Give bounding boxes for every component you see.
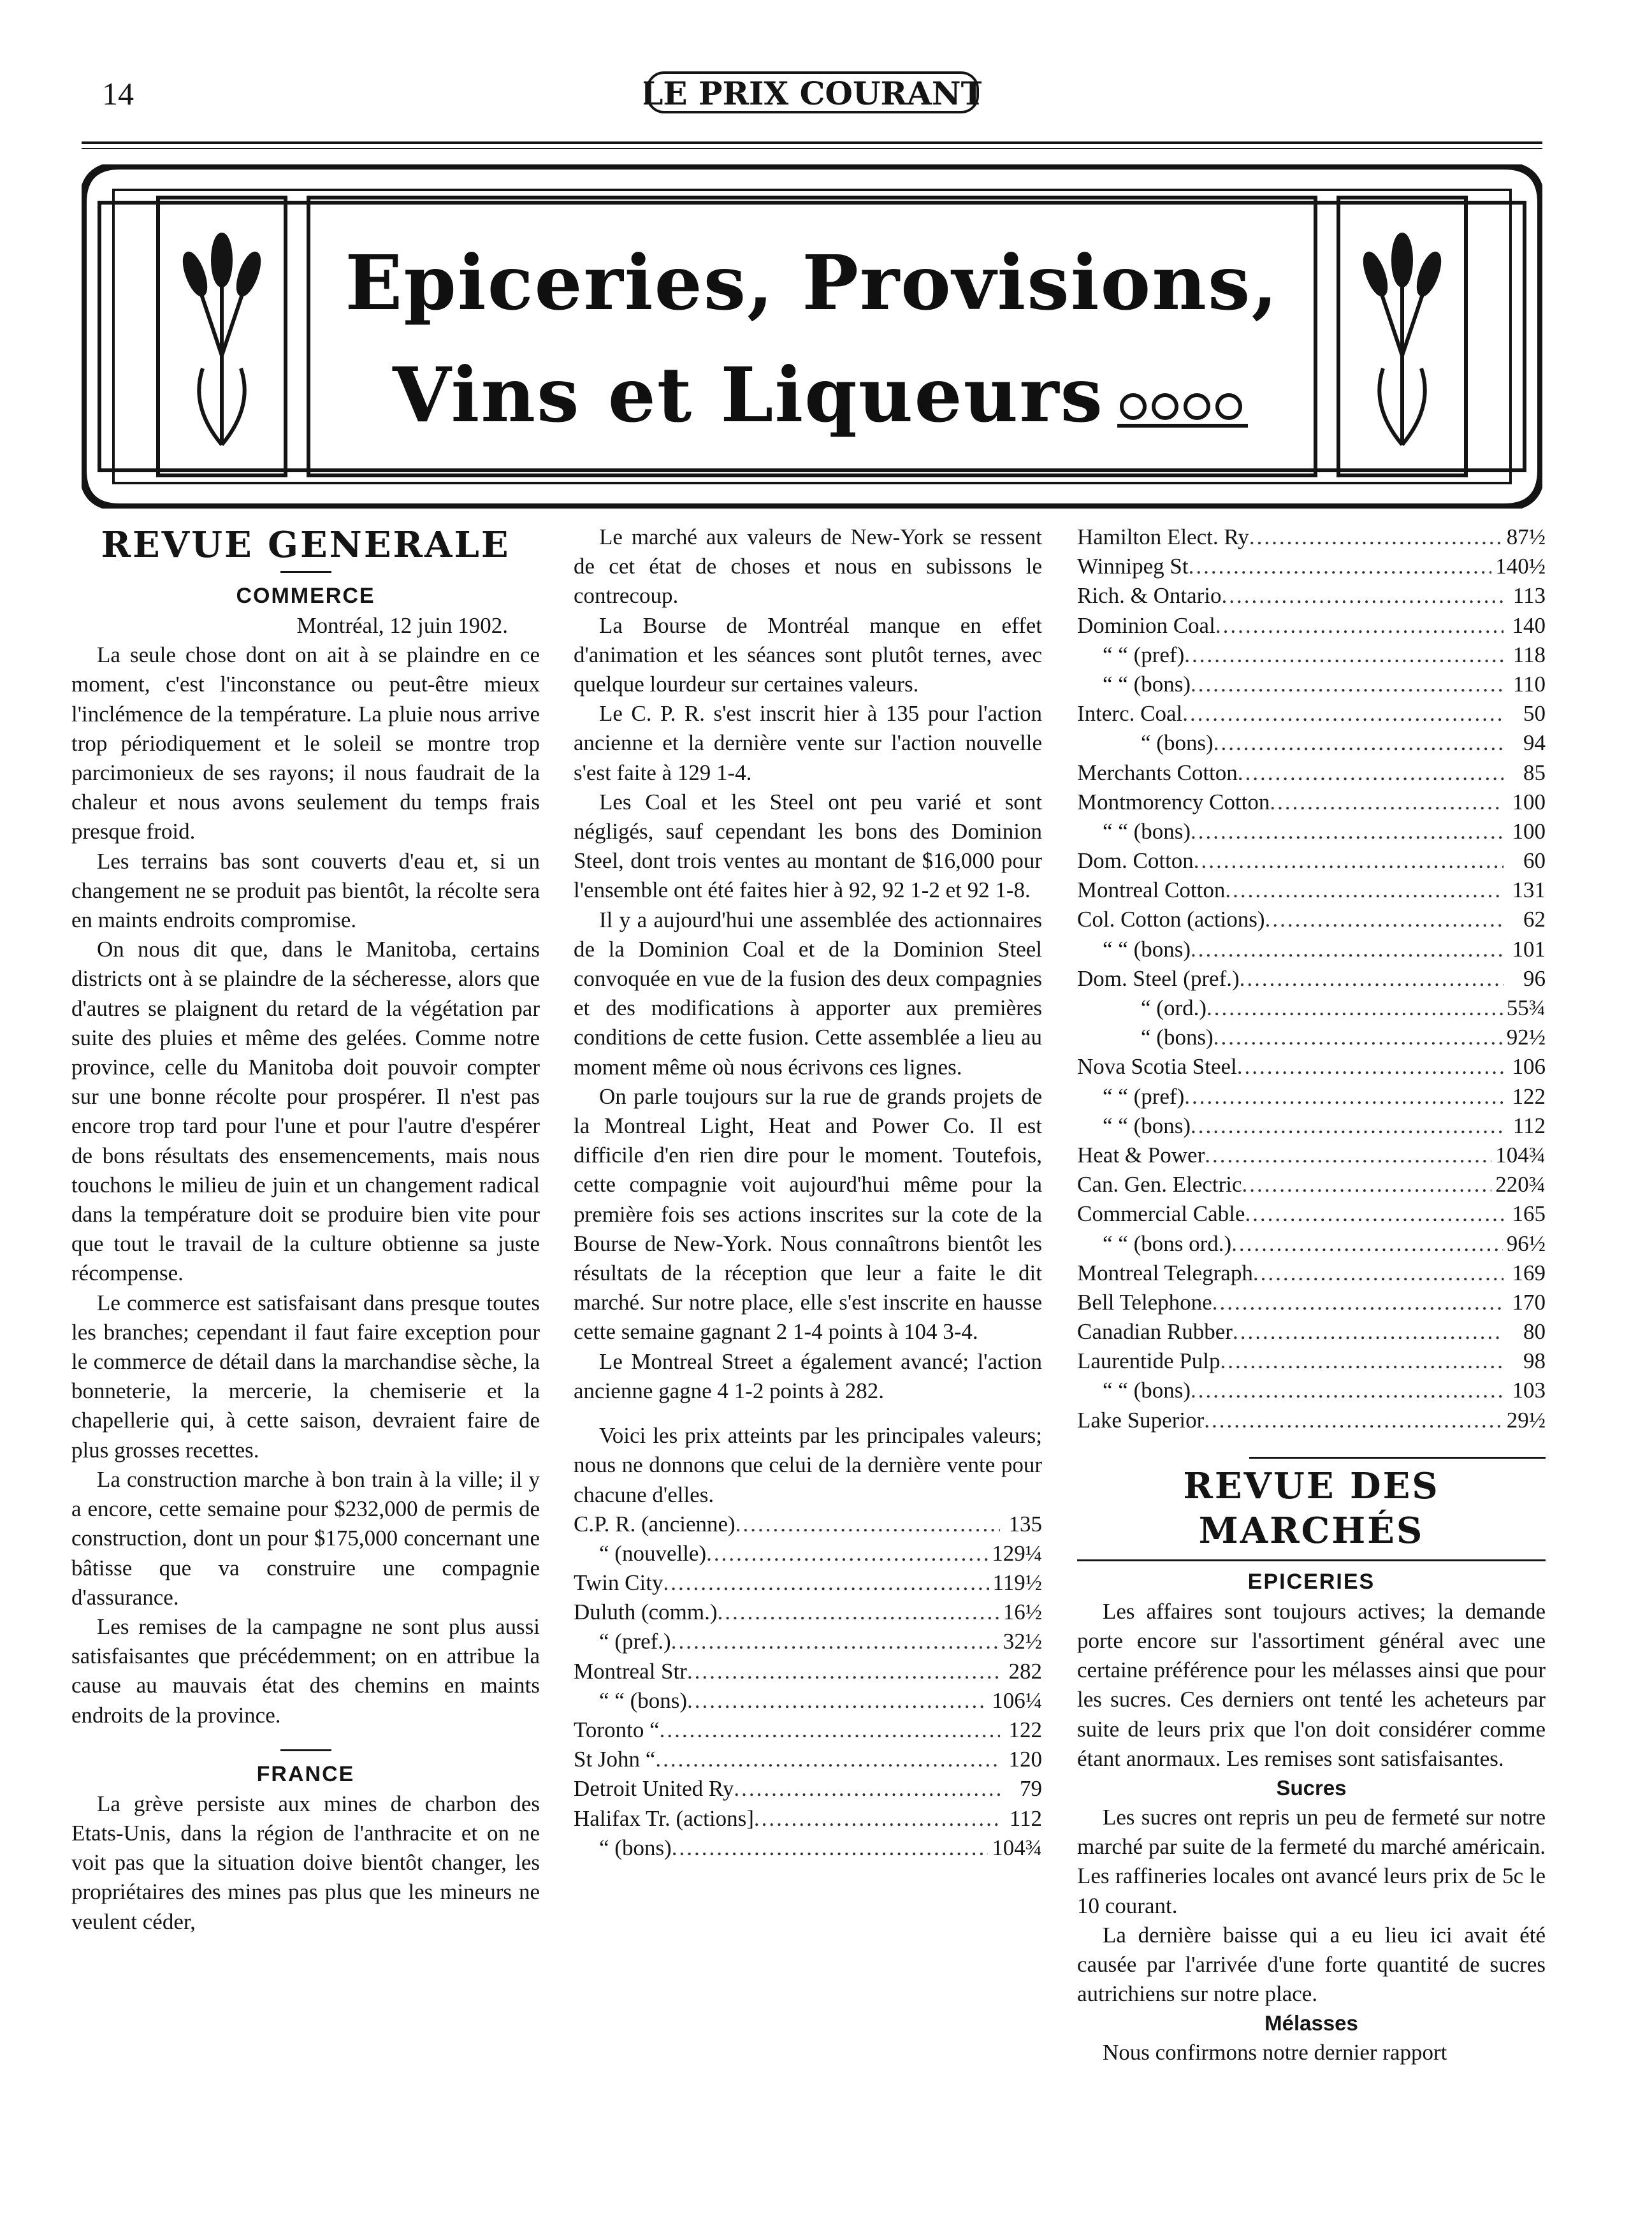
security-name: C.P. R. (ancienne): [574, 1511, 735, 1536]
leader-dots: [1222, 581, 1504, 611]
header-rule: [82, 141, 1542, 144]
leader-dots: [1205, 1141, 1491, 1170]
leader-dots: [1245, 1199, 1503, 1229]
leader-dots: [1215, 611, 1503, 640]
paragraph: Les affaires sont toujours actives; la demande porte encore sur l'assortiment général avec une certaine préférence pour les mélasses ainsi que pour les sucres. Ces derniers ont tenté les acheteurs par suite de leurs prix que l'on doit considérer comme étant anormaux. Les remises sont satisfaisantes.: [1077, 1598, 1546, 1771]
leader-dots: [1191, 1111, 1503, 1141]
leader-dots: [687, 1686, 988, 1716]
price-row: [1077, 1023, 1546, 1052]
price-value: 220¾: [1495, 1172, 1546, 1197]
security-name: Dom. Steel (pref.): [1077, 965, 1240, 991]
price-value: 16½: [1003, 1600, 1042, 1625]
paragraph: Les Coal et les Steel ont peu varié et sont négligés, sauf cependant les bons des Dominion Steel, dont trois ventes au montant de $16,000 pour l'ensemble ont été faites hier à 92, 92 1-2 et 92 1-8.: [574, 789, 1042, 903]
price-value: 94: [1523, 730, 1546, 756]
security-name: “ “ (bons ord.): [1103, 1231, 1232, 1256]
leader-dots: [1265, 905, 1503, 934]
price-row: [574, 1539, 1042, 1568]
paragraph: La Bourse de Montréal manque en effet d'animation et les séances sont plutôt ternes, avec quelque lourdeur sur certaines valeurs.: [574, 612, 1042, 697]
wheat-icon-right: [1361, 235, 1444, 445]
price-value: 80: [1523, 1319, 1546, 1345]
price-value: 62: [1523, 907, 1546, 932]
price-value: 50: [1523, 701, 1546, 726]
security-name: Nova Scotia Steel: [1077, 1054, 1237, 1080]
price-row: [1077, 817, 1546, 846]
leader-dots: [1240, 964, 1503, 994]
price-row: [1077, 1376, 1546, 1405]
section-banner: [82, 164, 1542, 509]
leader-dots: [1191, 817, 1503, 846]
price-value: 32½: [1003, 1629, 1042, 1654]
security-name: Dominion Coal: [1077, 612, 1215, 638]
price-value: 169: [1512, 1260, 1546, 1285]
price-row: [574, 1627, 1042, 1656]
security-name: Twin City: [574, 1570, 663, 1596]
banner-title-line1: Epiceries, Provisions,: [345, 238, 1279, 327]
security-name: St John “: [574, 1747, 656, 1772]
price-row: [1077, 611, 1546, 640]
leader-dots: [1204, 1406, 1503, 1435]
paragraph: La grève persiste aux mines de charbon des Etats-Unis, dans la région de l'anthracite et on ne voit pas que la situation doive bientôt changer, les propriétaires des mines pas plus que les mineurs ne veulent céder,: [71, 1791, 540, 1934]
security-name: “ (bons): [1141, 1025, 1214, 1050]
security-name: Merchants Cotton: [1077, 760, 1238, 785]
security-name: Winnipeg St: [1077, 554, 1189, 579]
price-row: [1077, 640, 1546, 670]
price-value: 103: [1512, 1378, 1546, 1403]
security-name: “ “ (bons): [1103, 936, 1191, 962]
price-row: [1077, 964, 1546, 994]
price-value: 120: [1008, 1747, 1042, 1772]
price-row: [1077, 728, 1546, 758]
security-name: Lake Superior: [1077, 1407, 1205, 1433]
paragraph: Les remises de la campagne ne sont plus aussi satisfaisantes que précédemment; on en attribue la cause au mauvais état des chemins en maints endroits de la province.: [71, 1614, 540, 1728]
leader-dots: [671, 1627, 999, 1656]
leader-dots: [1212, 1288, 1503, 1317]
price-value: 122: [1008, 1717, 1042, 1743]
section-rule: [280, 1749, 331, 1751]
security-name: “ “ (bons): [1103, 1378, 1191, 1403]
security-name: Canadian Rubber: [1077, 1319, 1233, 1345]
price-row: [1077, 935, 1546, 964]
section-rule: [1077, 1559, 1546, 1561]
price-row: [1077, 699, 1546, 728]
price-row: [1077, 1288, 1546, 1317]
leader-dots: [1184, 640, 1503, 670]
security-name: Duluth (comm.): [574, 1600, 718, 1625]
security-name: Toronto “: [574, 1717, 660, 1743]
epiceries-heading: EPICERIES: [1247, 1569, 1375, 1594]
security-name: Col. Cotton (actions): [1077, 907, 1265, 932]
security-name: “ “ (bons): [1103, 671, 1191, 697]
price-row: [574, 1510, 1042, 1539]
leader-dots: [1249, 523, 1503, 552]
leader-dots: [655, 1745, 1000, 1774]
price-value: 140½: [1495, 554, 1546, 579]
price-list-1: [574, 1510, 1042, 1863]
security-name: “ (nouvelle): [599, 1540, 707, 1566]
price-value: 29½: [1506, 1407, 1546, 1433]
price-value: 60: [1523, 848, 1546, 874]
price-value: 100: [1512, 789, 1546, 814]
security-name: Montreal Cotton: [1077, 878, 1226, 903]
price-row: [1077, 758, 1546, 788]
price-row: [1077, 581, 1546, 611]
price-row: [574, 1804, 1042, 1833]
leader-dots: [1214, 728, 1503, 758]
security-name: “ (bons): [1141, 730, 1214, 756]
price-row: [1077, 1111, 1546, 1141]
security-name: Laurentide Pulp: [1077, 1348, 1221, 1374]
price-value: 135: [1008, 1511, 1042, 1536]
price-row: [574, 1568, 1042, 1598]
security-name: “ “ (bons): [599, 1687, 688, 1713]
sucres-heading: Sucres: [1276, 1776, 1347, 1800]
price-value: 129¼: [992, 1540, 1042, 1566]
price-row: [1077, 1199, 1546, 1229]
security-name: Dom. Cotton: [1077, 848, 1194, 874]
leader-dots: [1214, 1023, 1503, 1052]
price-row: [1077, 1406, 1546, 1435]
leader-dots: [1225, 876, 1503, 905]
column-2: [574, 523, 1042, 1863]
security-name: Hamilton Elect. Ry: [1077, 524, 1249, 549]
prices-intro: Voici les prix atteints par les principales valeurs; nous ne donnons que celui de la dernière vente pour chacune d'elles.: [574, 1423, 1042, 1507]
price-value: 104¾: [992, 1835, 1042, 1860]
price-row: [1077, 552, 1546, 581]
paragraph: Nous confirmons notre dernier rapport: [1103, 2040, 1447, 2065]
paragraph: Le C. P. R. s'est inscrit hier à 135 pour l'action ancienne et la dernière vente sur l'action nouvelle s'est faite à 129 1-4.: [574, 701, 1042, 785]
security-name: Montreal Telegraph: [1077, 1260, 1253, 1285]
melasses-heading: Mélasses: [1264, 2011, 1358, 2035]
leader-dots: [1253, 1259, 1503, 1288]
paragraph: Il y a aujourd'hui une assemblée des actionnaires de la Dominion Coal et de la Dominion Steel convoquée en vue de la fusion des deux compagnies et des modifications à apporter aux premières conditions de cette fusion. Cette assemblée a lieu au moment même où nous écrivons ces lignes.: [574, 907, 1042, 1080]
price-row: [574, 1598, 1042, 1627]
leader-dots: [1206, 994, 1503, 1023]
paragraph: Le commerce est satisfaisant dans presque toutes les branches; cependant il faut faire exception pour le commerce de détail dans la marchandise sèche, la bonneterie, la mercerie, la chemiserie et la chapellerie qui, à cette saison, devraient faire de plus grosses recettes.: [71, 1290, 540, 1463]
price-row: [1077, 905, 1546, 934]
security-name: Heat & Power: [1077, 1142, 1205, 1167]
security-name: “ (ord.): [1141, 995, 1207, 1020]
paragraph: La construction marche à bon train à la ville; il y a encore, cette semaine pour $232,000 de permis de construction, dont un pour $175,000 concernant une bâtisse que va construire une compagnie d'assurance.: [71, 1466, 540, 1610]
price-value: 92½: [1506, 1025, 1546, 1050]
price-row: [1077, 670, 1546, 699]
security-name: Montreal Str: [574, 1658, 687, 1684]
price-value: 79: [1020, 1776, 1042, 1802]
leader-dots: [1270, 788, 1503, 817]
price-value: 85: [1523, 760, 1546, 785]
security-name: “ “ (pref): [1103, 1083, 1185, 1109]
banner-title-line2: Vins et Liqueurs: [393, 350, 1104, 439]
leader-dots: [734, 1774, 1000, 1803]
leader-dots: [672, 1833, 989, 1863]
wheat-icon-left: [180, 235, 263, 445]
column-1: [71, 523, 540, 1937]
masthead-logo: [644, 64, 982, 121]
security-name: Rich. & Ontario: [1077, 583, 1222, 609]
paragraph: La seule chose dont on ait à se plaindre en ce moment, c'est l'inconstance ou peut-être mieux l'inclémence de la température. La pluie nous arrive trop périodiquement et le soleil se montre trop parcimonieux de ses rayons; il nous faudrait de la chaleur et nous avons seulement du temps frais presque froid.: [71, 642, 540, 844]
security-name: “ “ (bons): [1103, 818, 1191, 844]
paragraph: Les sucres ont repris un peu de fermeté sur notre marché par suite de la fermeté du marché américain. Les raffineries locales ont avancé leurs prix de 5c le 10 courant.: [1077, 1805, 1546, 1918]
security-name: “ (bons): [599, 1835, 672, 1860]
price-row: [1077, 523, 1546, 552]
security-name: Bell Telephone: [1077, 1289, 1212, 1315]
page-number: 14: [102, 76, 134, 112]
france-heading: FRANCE: [256, 1761, 355, 1786]
price-row: [1077, 994, 1546, 1023]
security-name: “ “ (bons): [1103, 1113, 1191, 1138]
leader-dots: [1189, 552, 1492, 581]
paragraph: Le Montreal Street a également avancé; l'action ancienne gagne 4 1-2 points à 282.: [574, 1348, 1042, 1403]
price-value: 106: [1512, 1054, 1546, 1080]
price-row: [1077, 788, 1546, 817]
leader-dots: [1194, 846, 1503, 876]
leader-dots: [1191, 935, 1503, 964]
security-name: Interc. Coal: [1077, 701, 1183, 726]
leader-dots: [663, 1568, 989, 1598]
price-value: 131: [1512, 878, 1546, 903]
price-row: [1077, 846, 1546, 876]
revue-marches-title: REVUE DES MARCHÉS: [1183, 1464, 1440, 1552]
price-row: [1077, 1052, 1546, 1081]
price-value: 170: [1512, 1289, 1546, 1315]
price-row: [1077, 1347, 1546, 1376]
price-row: [1077, 1141, 1546, 1170]
price-row: [574, 1657, 1042, 1686]
price-row: [574, 1833, 1042, 1863]
price-row: [1077, 1170, 1546, 1199]
security-name: Halifax Tr. (actions]: [574, 1805, 754, 1831]
price-value: 100: [1512, 818, 1546, 844]
security-name: “ (pref.): [599, 1629, 671, 1654]
price-row: [574, 1686, 1042, 1716]
price-value: 98: [1523, 1348, 1546, 1374]
price-value: 87½: [1506, 524, 1546, 549]
paragraph: Le marché aux valeurs de New-York se ressent de cet état de choses et nous en subissons le contrecoup.: [574, 524, 1042, 609]
header-rule-thin: [82, 148, 1542, 149]
section-rule: [1249, 1457, 1546, 1459]
price-value: 110: [1512, 671, 1546, 697]
leader-dots: [1221, 1347, 1503, 1376]
leader-dots: [687, 1657, 1000, 1686]
leader-dots: [1237, 1052, 1503, 1081]
column-3: [1077, 523, 1546, 2068]
price-row: [574, 1745, 1042, 1774]
price-value: 113: [1512, 583, 1546, 609]
price-row: [574, 1774, 1042, 1803]
price-value: 96½: [1506, 1231, 1546, 1256]
commerce-heading: COMMERCE: [236, 584, 375, 608]
price-value: 55¾: [1506, 995, 1546, 1020]
leader-dots: [1242, 1170, 1492, 1199]
leader-dots: [718, 1598, 999, 1627]
price-value: 282: [1008, 1658, 1042, 1684]
dateline: Montréal, 12 juin 1902.: [296, 613, 508, 638]
leader-dots: [1231, 1229, 1503, 1259]
price-value: 119½: [992, 1570, 1042, 1596]
security-name: Detroit United Ry: [574, 1776, 734, 1802]
security-name: Commercial Cable: [1077, 1201, 1245, 1227]
leader-dots: [1182, 699, 1503, 728]
price-value: 122: [1512, 1083, 1546, 1109]
title-rule: [280, 571, 331, 573]
price-value: 106¼: [992, 1687, 1042, 1713]
price-value: 112: [1512, 1113, 1546, 1138]
price-list-2: [1077, 523, 1546, 1435]
leader-dots: [735, 1510, 1000, 1539]
paragraph: On nous dit que, dans le Manitoba, certains districts ont à se plaindre de la sécheresse, alors que d'autres se plaignent du retard de la végétation par suite des pluies et même des gelées. Comme notre province, celle du Manitoba doit pouvoir compter sur une bonne récolte pour prospérer. Il n'est pas encore trop tard pour l'une et pour l'autre d'espérer de bons résultats des ensemencements, mais nous touchons le milieu de juin et un changement radical dans la température doit se produire bien vite pour que tout le travail de la culture obtienne sa juste récompense.: [71, 937, 540, 1286]
price-value: 96: [1523, 965, 1546, 991]
masthead-text: LE PRIX COURANT: [644, 75, 982, 112]
price-row: [1077, 1259, 1546, 1288]
price-value: 118: [1512, 642, 1546, 667]
price-row: [1077, 1317, 1546, 1347]
price-value: 165: [1512, 1201, 1546, 1227]
revue-generale-title: REVUE GENERALE: [101, 524, 511, 566]
price-value: 112: [1009, 1805, 1042, 1831]
leader-dots: [1191, 1376, 1503, 1405]
price-value: 104¾: [1495, 1142, 1546, 1167]
leader-dots: [1191, 670, 1503, 699]
paragraph: On parle toujours sur la rue de grands projets de la Montreal Light, Heat and Power Co. Il est difficile d'en rien dire pour le moment. Toutefois, cette compagnie voit aujourd'hui même pour la première fois ses actions inscrites sur la cote de la Bourse de New-York. Nous connaîtrons bientôt les résultats de la réception que leur a faite le dit marché. Sur notre place, elle s'est inscrite en hausse cette semaine gagnant 2 1-4 points à 104 3-4.: [574, 1083, 1042, 1345]
price-row: [574, 1716, 1042, 1745]
price-row: [1077, 876, 1546, 905]
security-name: “ “ (pref): [1103, 642, 1185, 667]
price-value: 101: [1512, 936, 1546, 962]
leader-dots: [660, 1716, 1000, 1745]
price-row: [1077, 1082, 1546, 1111]
leader-dots: [1238, 758, 1503, 788]
leader-dots: [1233, 1317, 1503, 1347]
security-name: Can. Gen. Electric: [1077, 1172, 1242, 1197]
paragraph: La dernière baisse qui a eu lieu ici avait été causée par l'arrivée d'une forte quantité de sucres autrichiens sur notre place.: [1077, 1922, 1546, 2007]
leader-dots: [754, 1804, 1000, 1833]
price-row: [1077, 1229, 1546, 1259]
security-name: Montmorency Cotton: [1077, 789, 1270, 814]
price-value: 140: [1512, 612, 1546, 638]
leader-dots: [706, 1539, 988, 1568]
paragraph: Les terrains bas sont couverts d'eau et, si un changement ne se produit pas bientôt, la récolte sera en maints endroits compromise.: [71, 848, 540, 933]
leader-dots: [1184, 1082, 1503, 1111]
